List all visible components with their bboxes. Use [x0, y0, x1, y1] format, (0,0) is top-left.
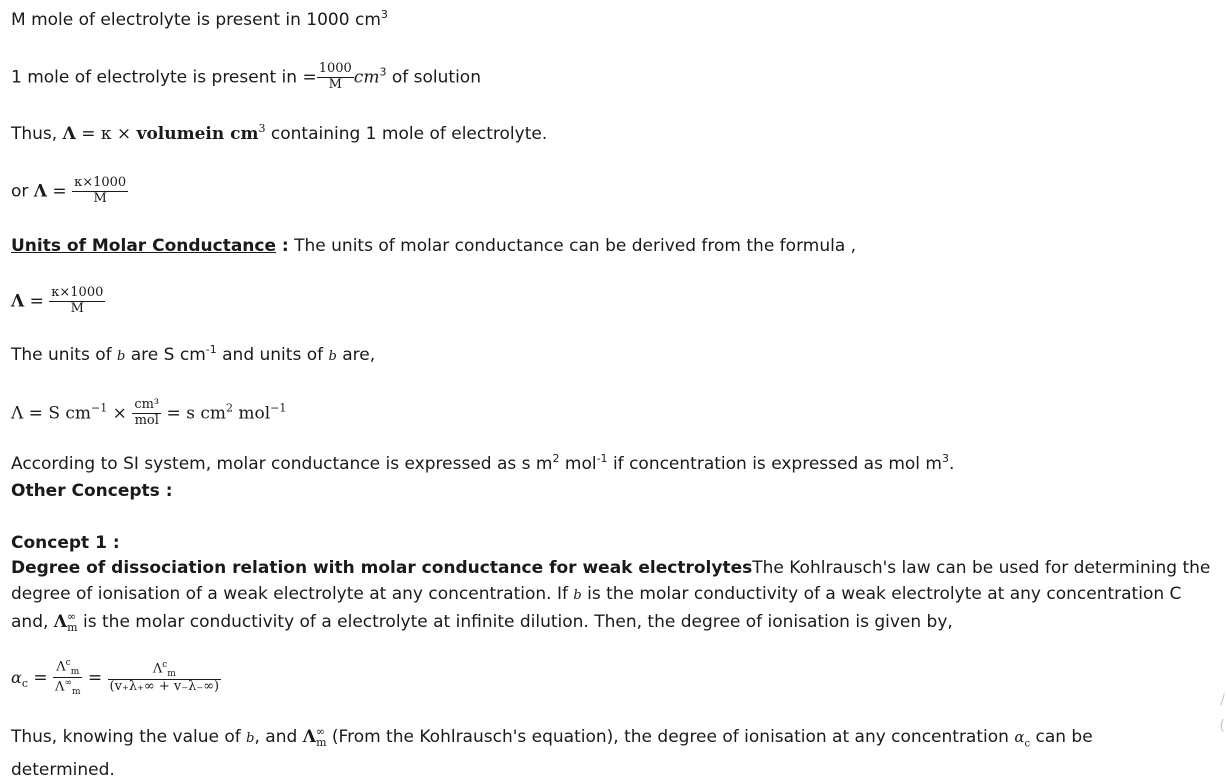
- units-heading: Units of Molar Conductance: [11, 236, 277, 256]
- edge-mark-bottom: (: [1219, 718, 1225, 734]
- units-heading-line: Units of Molar Conductance : The units of molar conductance can be derived from the formula ,: [11, 236, 857, 256]
- fraction-1000-over-m: $\frac{1000}{M}$: [318, 61, 352, 92]
- line-one-mole: 1 mole of electrolyte is present in = $\frac{1000}{M}$ $cm^3$ of solution: [11, 61, 481, 92]
- final-paragraph: Thus, knowing the value of b, and $\Lambda^\infty_m$ (From the Kohlrausch's equation), the degree of ionisation at any concentration $\alpha_c$ can be determined.: [11, 725, 1093, 781]
- fraction-kappa-1000-over-m: $\frac{\kappa\times 1000}{M}$: [74, 175, 127, 206]
- alpha-formula: $\alpha_c$ = $\Lambda^c_m$ $\Lambda^\infty_m$ = $\Lambda^c_m$ (v₊λ₊∞ + v₋λ₋∞): [11, 658, 220, 698]
- si-line: According to SI system, molar conductance is expressed as s $m^2$ mol$^{-1}$ if concentration is expressed as mol $m^3$.: [11, 452, 955, 474]
- fraction-cm3-over-mol: cm³ mol: [134, 397, 160, 428]
- concept-1-heading: Concept 1 :: [11, 533, 120, 553]
- line-m-mole: M mole of electrolyte is present in 1000 $cm^3$: [11, 8, 388, 30]
- line-or-lambda: or Λ = $\frac{\kappa\times 1000}{M}$: [11, 175, 127, 206]
- edge-mark-top: /: [1220, 692, 1225, 708]
- other-concepts-heading: Other Concepts :: [11, 481, 173, 501]
- fraction-lambda-c-over-kohlrausch: $\Lambda^c_m$ (v₊λ₊∞ + v₋λ₋∞): [109, 660, 220, 695]
- line-thus-lambda: Thus, Λ = κ × volumein $cm^3$ containing 1 mole of electrolyte.: [11, 122, 548, 144]
- formula-lambda: Λ = $\frac{\kappa\times 1000}{M}$: [11, 285, 104, 316]
- degree-of-dissociation-paragraph: Degree of dissociation relation with molar conductance for weak electrolytesThe Kohlrausch's law can be used for determining the degree of ionisation of a weak electrolyte at any concentration. If b is the molar conductivity of a weak electrolyte at any concentration C and, $\Lambda^\infty_m$ is the molar conductivity of a electrolyte at infinite dilution. Then, the degree of ionisation is given by,: [11, 558, 1211, 635]
- fraction-lambda-c-over-lambda-inf: $\Lambda^c_m$ $\Lambda^\infty_m$: [55, 658, 81, 698]
- units-formula: Λ = S $cm^{-1}$ × cm³ mol = s $cm^2$ mol$^{-1}$: [11, 397, 287, 428]
- units-of-line: The units of b are S $cm^{-1}$ and units of b are,: [11, 343, 376, 365]
- fraction-kappa-1000-over-m-2: $\frac{\kappa\times 1000}{M}$: [51, 285, 104, 316]
